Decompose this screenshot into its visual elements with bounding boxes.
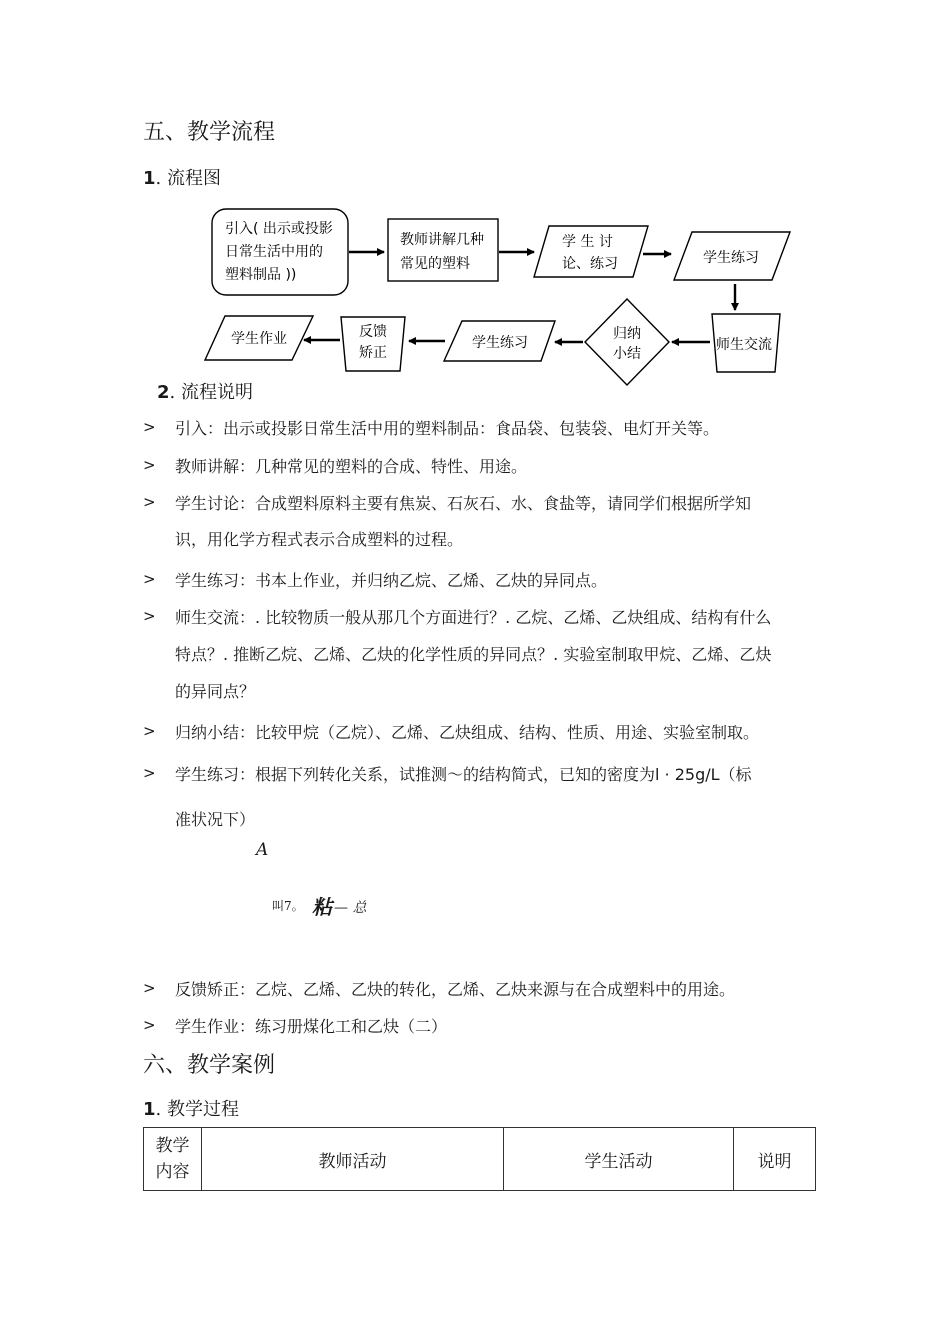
subheading-text: . 流程图 bbox=[155, 168, 221, 189]
node-practice-1-label: 学生练习 bbox=[703, 250, 759, 266]
node-summary-line1: 归纳 bbox=[613, 326, 641, 342]
col-content-line2: 内容 bbox=[155, 1162, 190, 1182]
bullet-marker: > bbox=[143, 493, 156, 511]
item-discuss-line1: 学生讨论：合成塑料原料主要有焦炭、石灰石、水、食盐等，请同学们根据所学知 bbox=[175, 494, 752, 513]
formula-small: 叫7。 bbox=[272, 899, 304, 913]
bullet-marker: > bbox=[143, 764, 156, 782]
formula-a: A bbox=[256, 840, 269, 860]
density-value: l · 25g/L bbox=[655, 765, 720, 784]
item-summary: 归纳小结：比较甲烷（乙烷）、乙烯、乙炔组成、结构、性质、用途、实验室制取。 bbox=[175, 723, 760, 742]
node-practice-2-label: 学生练习 bbox=[472, 335, 528, 351]
item-exchange-line2: 特点？. 推断乙烷、乙烯、乙炔的化学性质的异同点？. 实验室制取甲烷、乙烯、乙炔 bbox=[175, 645, 772, 664]
subheading-number: 1 bbox=[143, 168, 156, 189]
node-exchange-label: 师生交流 bbox=[716, 337, 772, 353]
bullet-marker: > bbox=[143, 1016, 156, 1034]
node-summary-line2: 小结 bbox=[613, 346, 641, 362]
subheading-explanation bbox=[157, 378, 253, 404]
node-feedback-line2: 矫正 bbox=[359, 345, 387, 361]
bullet-marker: > bbox=[143, 570, 156, 588]
node-intro-line3: 塑料制品 )) bbox=[225, 267, 297, 283]
bullet-marker: > bbox=[143, 456, 156, 474]
col-content-line1: 教学 bbox=[155, 1136, 190, 1156]
item-exercise-text: 学生练习：根据下列转化关系，试推测～的结构简式，已知的密度为 bbox=[175, 765, 656, 784]
col-content bbox=[144, 1128, 202, 1191]
item-feedback: 反馈矫正：乙烷、乙烯、乙炔的转化，乙烯、乙炔来源与在合成塑料中的用途。 bbox=[175, 980, 736, 999]
node-homework-label: 学生作业 bbox=[231, 331, 287, 347]
bullet-marker: > bbox=[143, 979, 156, 997]
item-exchange-line1: 师生交流：. 比较物质一般从那几个方面进行？. 乙烷、乙烯、乙炔组成、结构有什么 bbox=[175, 608, 772, 627]
item-exchange-line3: 的异同点？ bbox=[175, 682, 256, 701]
formula-rest: — 总 bbox=[334, 900, 367, 916]
node-discuss-line1: 学 生 讨 bbox=[562, 234, 613, 250]
node-teacher-line2: 常见的塑料 bbox=[400, 256, 470, 272]
subheading-process bbox=[143, 1095, 239, 1121]
node-summary bbox=[585, 299, 669, 385]
bullet-marker: > bbox=[143, 722, 156, 740]
item-practice: 学生练习：书本上作业，并归纳乙烷、乙烯、乙炔的异同点。 bbox=[175, 571, 608, 590]
item-exercise-paren: （标 bbox=[719, 765, 752, 784]
node-feedback-line1: 反馈 bbox=[359, 324, 387, 340]
section-title-6: 六、教学案例 bbox=[143, 1053, 276, 1078]
node-intro-line2: 日常生活中用的 bbox=[225, 244, 323, 260]
item-intro: 引入：出示或投影日常生活中用的塑料制品：食品袋、包装袋、电灯开关等。 bbox=[175, 419, 720, 438]
node-teacher-line1: 教师讲解几种 bbox=[400, 232, 484, 248]
col-notes: 说明 bbox=[734, 1128, 816, 1191]
formula-bold: 粘 bbox=[312, 895, 332, 919]
subheading-number: 1 bbox=[143, 1099, 156, 1120]
item-exercise-line2: 准状况下） bbox=[175, 810, 256, 829]
node-discuss-line2: 论、练习 bbox=[562, 256, 618, 272]
item-teacher: 教师讲解：几种常见的塑料的合成、特性、用途。 bbox=[175, 457, 528, 476]
item-exercise-line1 bbox=[175, 762, 752, 785]
col-student-activity: 学生活动 bbox=[504, 1128, 734, 1191]
subheading-number: 2 bbox=[157, 382, 170, 403]
table-header-row bbox=[144, 1128, 816, 1191]
bullet-marker: > bbox=[143, 607, 156, 625]
subheading-text: . 教学过程 bbox=[155, 1099, 239, 1120]
flowchart bbox=[0, 0, 950, 400]
subheading-text: . 流程说明 bbox=[169, 382, 253, 403]
item-discuss-line2: 识，用化学方程式表示合成塑料的过程。 bbox=[175, 530, 464, 549]
node-intro-line1: 引入( 出示或投影 bbox=[225, 221, 333, 237]
process-table bbox=[143, 1127, 816, 1191]
item-homework: 学生作业：练习册煤化工和乙炔（二） bbox=[175, 1017, 448, 1036]
bullet-marker: > bbox=[143, 418, 156, 436]
section-title-5: 五、教学流程 bbox=[143, 120, 276, 145]
col-teacher-activity: 教师活动 bbox=[202, 1128, 504, 1191]
